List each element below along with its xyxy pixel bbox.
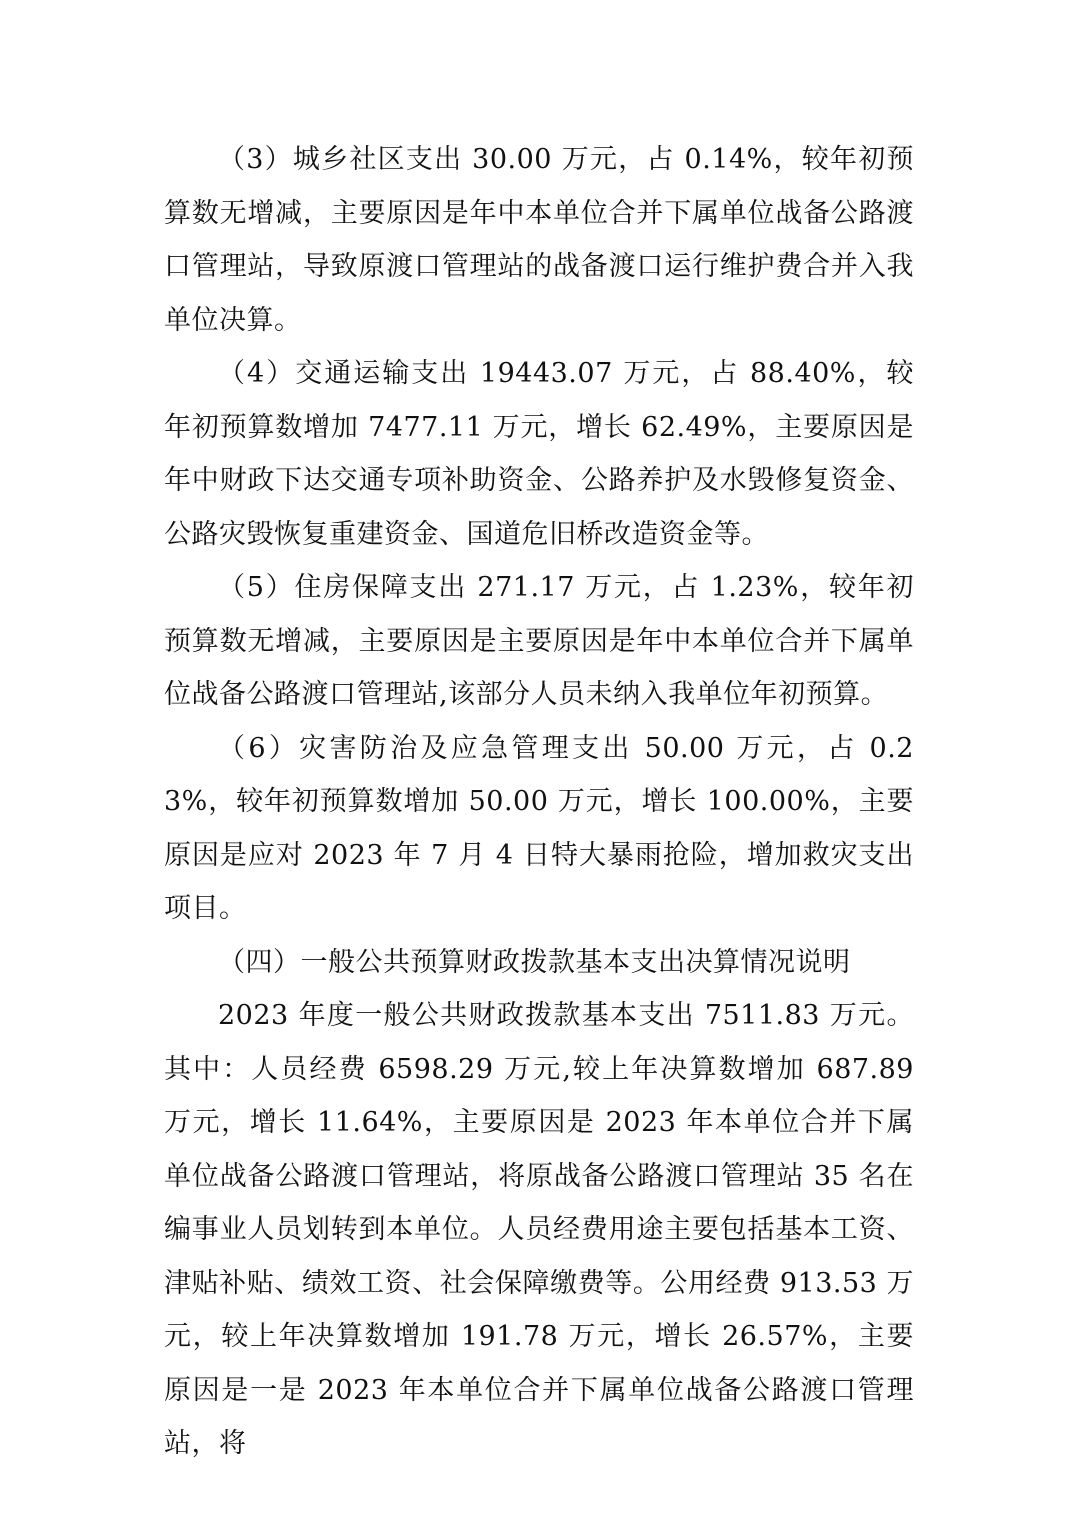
paragraph-basic-expenditure: 2023 年度一般公共财政拨款基本支出 7511.83 万元。其中：人员经费 6598.29 万元,较上年决算数增加 687.89 万元，增长 11.64%，主要原因是 2023 年本单位合并下属单位战备公路渡口管理站，将原战备公路渡口管理站 35 名在编事业人员划转到本单位。人员经费用途主要包括基本工资、津贴补贴、绩效工资、社会保障缴费等。公用经费 913.53 万元，较上年决算数增加 191.78 万元，增长 26.57%，主要原因是一是 2023 年本单位合并下属单位战备公路渡口管理站，将 [164, 1000, 914, 1459]
paragraph-urban-rural-community: （3）城乡社区支出 30.00 万元，占 0.14%，较年初预算数无增减，主要原因是年中本单位合并下属单位战备公路渡口管理站，导致原渡口管理站的战备渡口运行维护费合并入我单位决算。 [164, 144, 914, 336]
paragraph-disaster-prevention: （6）灾害防治及应急管理支出 50.00 万元，占 0.23%，较年初预算数增加 50.00 万元，增长 100.00%，主要原因是应对 2023 年 7 月 4 日特大暴雨抢险，增加救灾支出项目。 [164, 732, 914, 924]
document-page [164, 133, 914, 1471]
section-heading: （四）一般公共预算财政拨款基本支出决算情况说明 [218, 946, 851, 978]
paragraph-housing-security: （5）住房保障支出 271.17 万元，占 1.23%，较年初预算数无增减，主要原因是主要原因是年中本单位合并下属单位战备公路渡口管理站,该部分人员未纳入我单位年初预算。 [164, 572, 914, 710]
paragraph-transportation: （4）交通运输支出 19443.07 万元，占 88.40%，较年初预算数增加 7477.11 万元，增长 62.49%，主要原因是年中财政下达交通专项补助资金、公路养护及水毁修复资金、公路灾毁恢复重建资金、国道危旧桥改造资金等。 [164, 358, 914, 550]
